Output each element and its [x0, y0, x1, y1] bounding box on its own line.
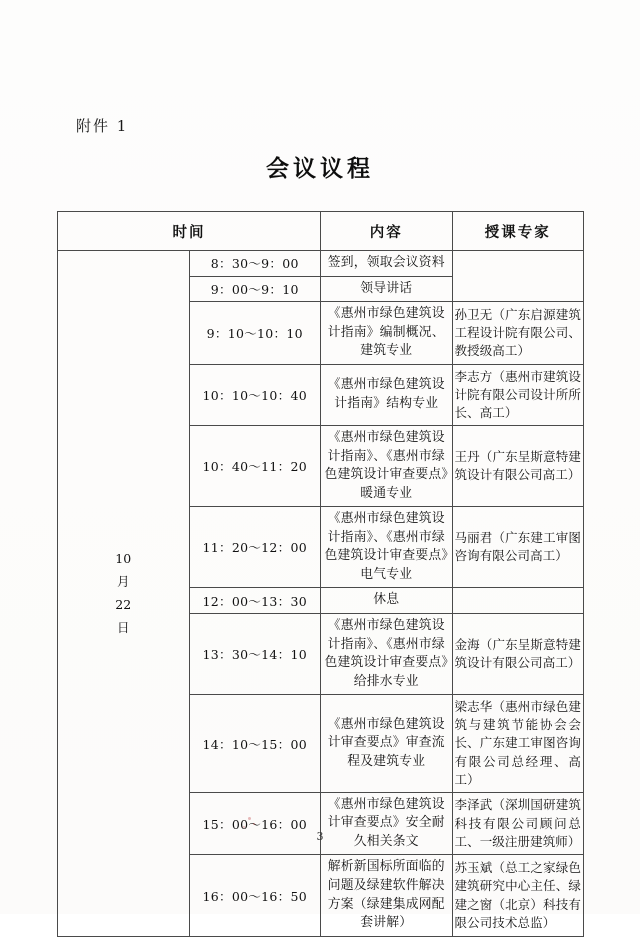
- row-time: 9：10～10：10: [189, 302, 321, 365]
- table-header-row: [58, 212, 584, 251]
- stamp-fleck: [243, 826, 245, 828]
- agenda-table-container: [57, 211, 584, 937]
- row-expert: 马丽君（广东建工审图咨询有限公司高工）: [452, 507, 584, 588]
- table-row: [58, 251, 584, 277]
- date-line-day-num: 22: [115, 597, 132, 613]
- row-time: 9：00～9：10: [189, 276, 321, 302]
- row-content: 休息: [321, 588, 453, 614]
- page-title: 会议议程: [266, 156, 374, 182]
- date-line-day-char: 日: [116, 620, 130, 636]
- row-expert: 苏玉斌（总工之家绿色建筑研究中心主任、绿建之窗（北京）科技有限公司技术总监）: [452, 855, 584, 936]
- row-time: 16：00～16：50: [189, 855, 321, 936]
- column-header-time: 时间: [58, 212, 321, 251]
- row-time: 12：00～13：30: [189, 588, 321, 614]
- row-time: 11：20～12：00: [189, 507, 321, 588]
- row-time: 14：10～15：00: [189, 695, 321, 793]
- stamp-fleck: [253, 823, 255, 825]
- row-expert: 孙卫无（广东启源建筑工程设计院有限公司、教授级高工）: [452, 302, 584, 365]
- row-content: 《惠州市绿色建筑设计指南》、《惠州市绿色建筑设计审查要点》暖通专业: [321, 426, 453, 507]
- row-content: 《惠州市绿色建筑设计审查要点》安全耐久相关条文: [321, 792, 453, 855]
- row-content: 解析新国标所面临的问题及绿建软件解决方案（绿建集成网配套讲解）: [321, 855, 453, 936]
- row-expert: 王丹（广东呈斯意特建筑设计有限公司高工）: [452, 426, 584, 507]
- row-content: 《惠州市绿色建筑设计指南》结构专业: [321, 364, 453, 425]
- column-header-expert: 授课专家: [452, 212, 584, 251]
- row-expert: [452, 588, 584, 614]
- date-line-month-char: 月: [116, 574, 130, 590]
- row-content: 《惠州市绿色建筑设计审查要点》审查流程及建筑专业: [321, 695, 453, 793]
- row-time: 10：40～11：20: [189, 426, 321, 507]
- row-time: 8：30～9：00: [189, 251, 321, 277]
- row-content: 《惠州市绿色建筑设计指南》、《惠州市绿色建筑设计审查要点》电气专业: [321, 507, 453, 588]
- row-expert: [452, 251, 584, 302]
- row-content: 领导讲话: [321, 276, 453, 302]
- row-time: 10：10～10：40: [189, 364, 321, 425]
- stamp-fleck: [248, 817, 251, 820]
- row-time: 13：30～14：10: [189, 614, 321, 695]
- row-content: 《惠州市绿色建筑设计指南》、《惠州市绿色建筑设计审查要点》给排水专业: [321, 614, 453, 695]
- row-expert: 李志方（惠州市建筑设计院有限公司设计所所长、高工）: [452, 364, 584, 425]
- row-content: 签到，领取会议资料: [321, 251, 453, 277]
- row-content: 《惠州市绿色建筑设计指南》编制概况、建筑专业: [321, 302, 453, 365]
- attachment-label: 附件 1: [76, 117, 129, 135]
- row-expert: 金海（广东呈斯意特建筑设计有限公司高工）: [452, 614, 584, 695]
- row-expert: 李泽武（深圳国研建筑科技有限公司顾问总工、一级注册建筑师）: [452, 792, 584, 855]
- agenda-table: [57, 211, 584, 937]
- page-number: 3: [316, 830, 324, 843]
- row-expert: 梁志华（惠州市绿色建筑与建筑节能协会会长、广东建工审图咨询有限公司总经理、高工）: [452, 695, 584, 793]
- date-line-month-num: 10: [115, 551, 132, 567]
- column-header-content: 内容: [321, 212, 453, 251]
- row-time: 15：00～16：00: [189, 792, 321, 855]
